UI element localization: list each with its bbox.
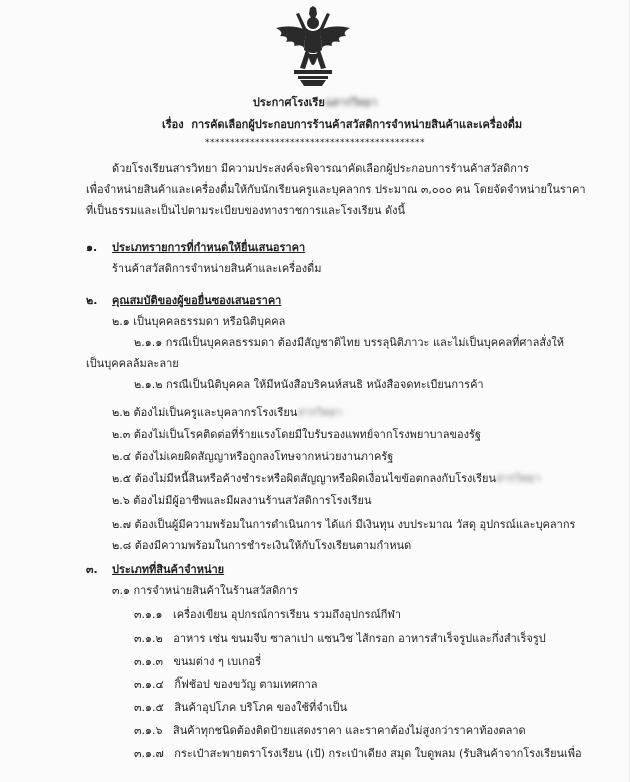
section-2-1: ๒.๑ เป็นบุคคลธรรมดา หรือนิติบุคคล: [112, 315, 286, 328]
title-text: ประกาศโรงเรีย: [252, 96, 325, 109]
section-1-number: ๑.: [86, 241, 98, 254]
section-2-4: ๒.๔ ต้องไม่เคยผิดสัญญาหรือถูกลงโทษจากหน่วยงานภาครัฐ: [112, 450, 394, 463]
section-2-2: [112, 406, 342, 420]
section-3-title: ประเภทที่สินค้าจำหน่าย: [112, 563, 225, 576]
section-2-7: ๒.๗ ต้องเป็นผู้มีความพร้อมในการดำเนินการ ได้แก่ มีเงินทุน งบประมาณ วัสดุ อุปกรณ์และบุคลากร: [112, 518, 576, 531]
section-2-5: [112, 472, 541, 486]
section-2-3: ๒.๓ ต้องไม่เป็นโรคติดต่อที่ร้ายแรงโดยมีใบรับรองแพทย์จากโรงพยาบาลของรัฐ: [112, 428, 481, 441]
list-item: [134, 701, 347, 715]
item-number: ๓.๑.๕: [134, 701, 164, 714]
list-item: [134, 655, 261, 669]
item-text: ขนมต่าง ๆ เบเกอรี่: [173, 655, 262, 668]
section-2-5-text: ๒.๕ ต้องไม่มีหนี้สินหรือค้างชำระหรือผิดสัญญาหรือผิดเงื่อนไขข้อตกลงกับโรงเรียน: [112, 472, 497, 485]
item-number: ๓.๑.๒: [134, 632, 163, 645]
item-text: กระเป๋าสะพายตราโรงเรียน (เป้) กระเป๋าเดียง สมุด ใบดูพลม (รับสินค้าจากโรงเรียนเพื่อ: [174, 747, 582, 760]
intro-line-1: ด้วยโรงเรียนสารวิทยา มีความประสงค์จะพิจารณาคัดเลือกผู้ประกอบการร้านค้าสวัสดิการ: [112, 162, 530, 175]
item-text: เครื่องเขียน อุปกรณ์การเรียน รวมถึงอุปกรณ์กีฬา: [172, 608, 402, 621]
subject-text: การคัดเลือกผู้ประกอบการร้านค้าสวัสดิการจำหน่ายสินค้าและเครื่องดื่ม: [191, 118, 523, 131]
divider-stars: ********************************************: [205, 138, 425, 148]
announcement-title: [0, 96, 630, 110]
subject-line: [162, 118, 522, 132]
item-number: ๓.๑.๔: [134, 678, 164, 691]
item-number: ๓.๑.๓: [134, 655, 164, 668]
section-2-6: ๒.๖ ต้องไม่มีผู้อาชีพและมีผลงานร้านสวัสดิการโรงเรียน: [112, 494, 372, 507]
list-item: [134, 747, 582, 761]
section-2-1-1-line-2: เป็นบุคคลล้มละลาย: [86, 357, 179, 370]
list-item: [134, 678, 318, 692]
section-2-1-2: ๒.๑.๒ กรณีเป็นนิติบุคคล ให้มีหนังสือบริคนห์สนธิ หนังสือจดทะเบียนการค้า: [134, 378, 484, 391]
list-item: [134, 608, 401, 622]
section-3-1: ๓.๑ การจำหน่ายสินค้าในร้านสวัสดิการ: [112, 584, 299, 597]
item-number: ๓.๑.๖: [134, 724, 163, 737]
list-item: [134, 632, 546, 646]
item-text: กิ๊ฟช้อป ของขวัญ ตามเทศกาล: [174, 678, 318, 691]
intro-line-2: เพื่อจำหน่ายสินค้าและเครื่องดื่มให้กับนักเรียนครูและบุคลากร ประมาณ ๓,๐๐๐ คน โดยจัดจำหน่ายในราคา: [86, 183, 586, 196]
section-2-1-1-line-1: ๒.๑.๑ กรณีเป็นบุคคลธรรมดา ต้องมีสัญชาติไทย บรรลุนิติภาวะ และไม่เป็นบุคคลที่ศาลสั่งให้: [134, 336, 565, 349]
list-item: [134, 724, 526, 738]
school-name-redacted: นสารวิทยา: [324, 96, 378, 109]
section-2-8: ๒.๘ ต้องมีความพร้อมในการชำระเงินให้กับโรงเรียนตามกำหนด: [112, 539, 412, 552]
item-number: ๓.๑.๗: [134, 747, 164, 760]
garuda-emblem-icon: [270, 6, 356, 88]
item-text: สินค้าทุกชนิดต้องติดป้ายแสดงราคา และราคาต้องไม่สูงกว่าราคาท้องตลาด: [172, 724, 526, 737]
item-text: อาหาร เช่น ขนมจีบ ซาลาเปา แซนวิช ไส้กรอก อาหารสำเร็จรูปและกึ่งสำเร็จรูป: [173, 632, 546, 645]
section-1-title: ประเภทรายการที่กำหนดให้ยื่นเสนอราคา: [112, 241, 306, 254]
item-text: สินค้าอุปโภค บริโภค ของใช้ที่จำเป็น: [174, 701, 348, 714]
section-2-number: ๒.: [86, 294, 98, 307]
school-name-redacted: สารวิทยา: [496, 472, 541, 485]
section-2-2-text: ๒.๒ ต้องไม่เป็นครูและบุคลากรโรงเรียน: [112, 406, 298, 419]
school-name-redacted: สารวิทยา: [297, 406, 343, 419]
section-2-title: คุณสมบัติของผู้ขอยื่นซองเสนอราคา: [112, 294, 282, 307]
intro-line-3: ที่เป็นธรรมและเป็นไปตามระเบียบของทางราชการและโรงเรียน ดังนี้: [86, 204, 406, 217]
subject-label: เรื่อง: [162, 118, 184, 131]
section-3-number: ๓.: [86, 563, 98, 576]
item-number: ๓.๑.๑: [134, 608, 163, 621]
section-1-body: ร้านค้าสวัสดิการจำหน่ายสินค้าและเครื่องดื่ม: [112, 262, 322, 275]
